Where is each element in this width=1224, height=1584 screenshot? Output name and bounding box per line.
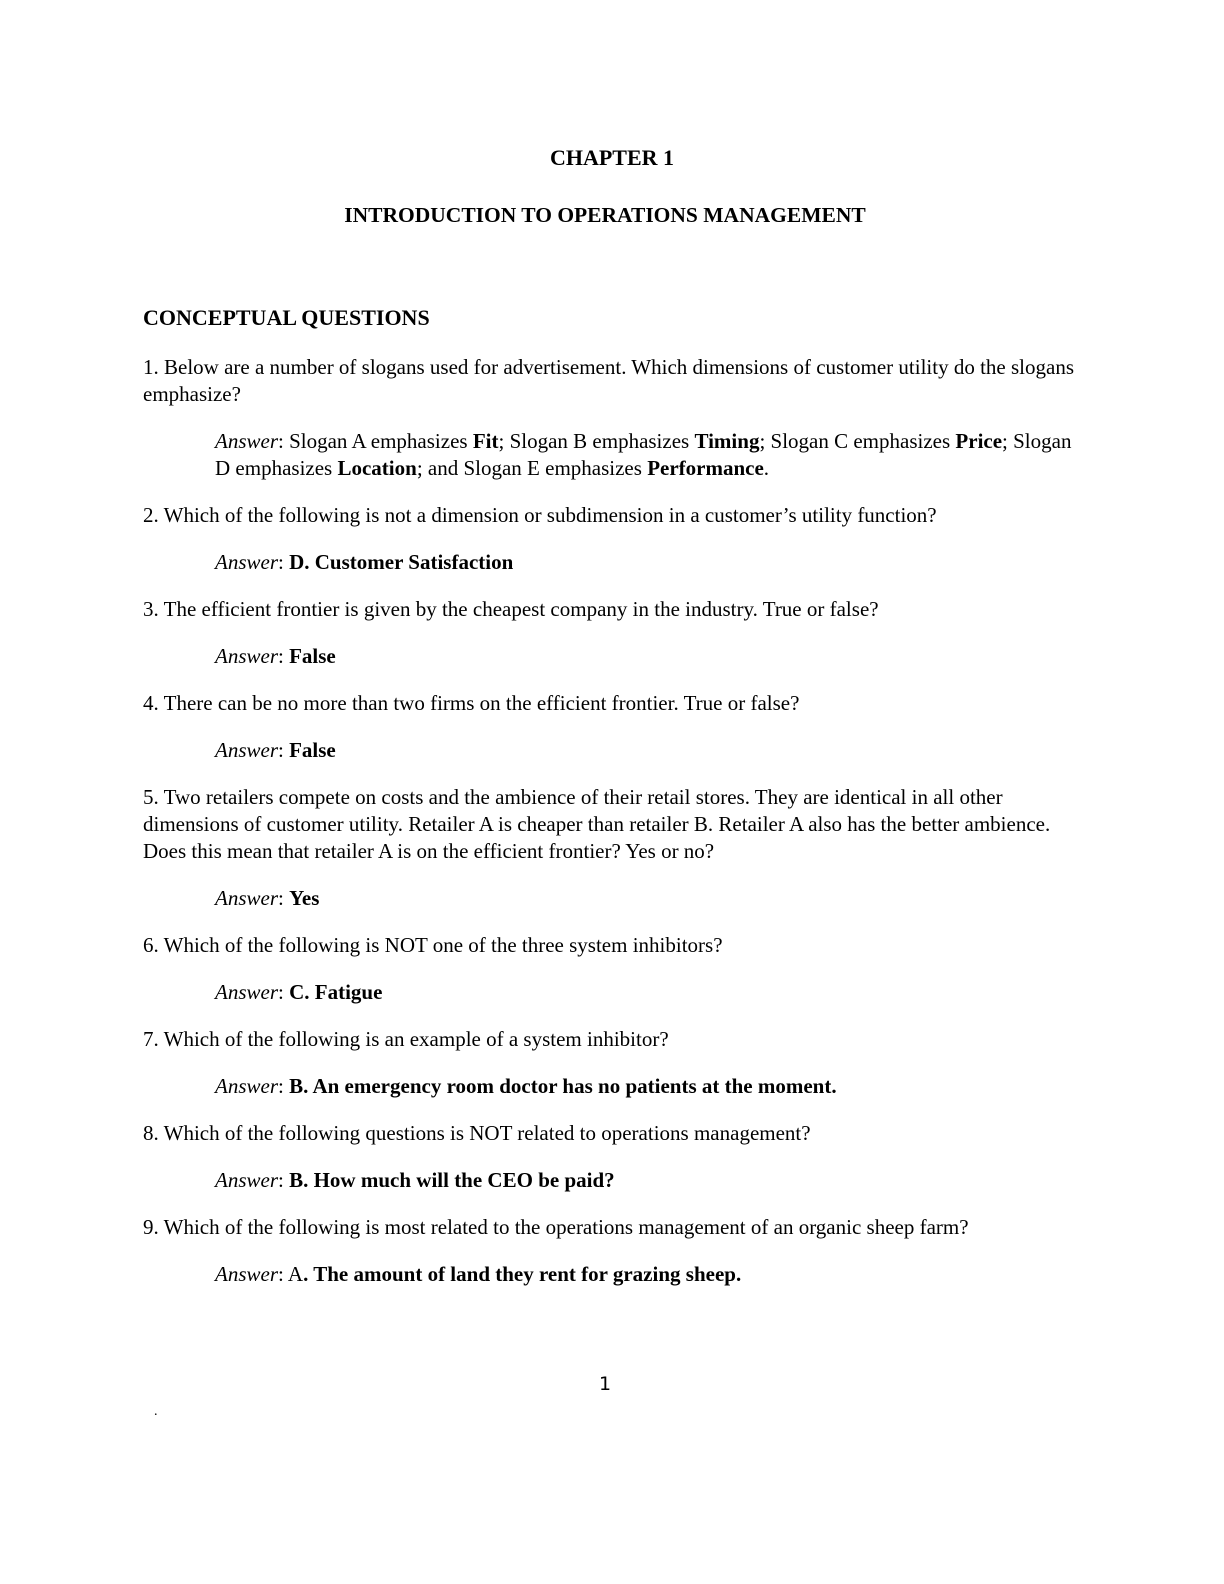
question-text: 1. Below are a number of slogans used for advertisement. Which dimensions of customer utility do the slogans emphasize? [143, 355, 1075, 406]
chapter-title: INTRODUCTION TO OPERATIONS MANAGEMENT [344, 203, 866, 227]
answer-value: C. Fatigue [289, 980, 383, 1004]
answer-text: Answer: Slogan A emphasizes Fit; Slogan B emphasizes Timing; Slogan C emphasizes Price; Slogan D emphasizes Location; and Slogan E emphasizes Performance. [215, 429, 1072, 480]
answer-value: B. How much will the CEO be paid? [289, 1168, 615, 1192]
footer-mark: . [154, 1404, 158, 1419]
answer-label: Answer [215, 1074, 278, 1098]
answer-text: Answer: B. An emergency room doctor has no patients at the moment. [215, 1074, 837, 1098]
question-text: 6. Which of the following is NOT one of the three system inhibitors? [143, 933, 723, 957]
main-content [143, 304, 1075, 1308]
answer-value: B. An emergency room doctor has no patients at the moment. [289, 1074, 837, 1098]
answer-label: Answer [215, 980, 278, 1004]
answer-label: Answer [215, 644, 278, 668]
answer-text: Answer: B. How much will the CEO be paid? [215, 1168, 615, 1192]
question-block-2 [143, 502, 1075, 576]
question-text: 4. There can be no more than two firms on the efficient frontier. True or false? [143, 691, 800, 715]
answer-label: Answer [215, 550, 278, 574]
answer-emphasis: Timing [694, 429, 760, 453]
question-block-9 [143, 1214, 1075, 1288]
question-block-1 [143, 354, 1075, 482]
question-text: 9. Which of the following is most related to the operations management of an organic sheep farm? [143, 1215, 969, 1239]
answer-value: False [289, 738, 336, 762]
answer-label: Answer [215, 429, 278, 453]
question-block-5 [143, 784, 1075, 912]
answer-value: False [289, 644, 336, 668]
chapter-heading: CHAPTER 1 [549, 145, 675, 170]
question-text: 3. The efficient frontier is given by the cheapest company in the industry. True or false? [143, 597, 879, 621]
answer-label: Answer [215, 738, 278, 762]
answer-label: Answer [215, 1262, 278, 1286]
question-text: 5. Two retailers compete on costs and the ambience of their retail stores. They are identical in all other dimensions of customer utility. Retailer A is cheaper than retailer B. Retailer A also has the better ambience. Does this mean that retailer A is on the efficient frontier? Yes or no? [143, 785, 1051, 863]
answer-value: . The amount of land they rent for grazing sheep. [303, 1262, 742, 1286]
answer-label: Answer [215, 1168, 278, 1192]
answer-text: Answer: A. The amount of land they rent for grazing sheep. [215, 1262, 742, 1286]
answer-text: Answer: D. Customer Satisfaction [215, 550, 514, 574]
answer-value: D. Customer Satisfaction [289, 550, 514, 574]
answer-text: Answer: False [215, 644, 336, 668]
answer-text: Answer: Yes [215, 886, 320, 910]
question-block-3 [143, 596, 1075, 670]
question-block-7 [143, 1026, 1075, 1100]
answer-text: Answer: C. Fatigue [215, 980, 383, 1004]
answer-emphasis: Location [337, 456, 417, 480]
answer-text: Answer: False [215, 738, 336, 762]
page-number: 1 [598, 1373, 612, 1395]
question-block-4 [143, 690, 1075, 764]
question-block-6 [143, 932, 1075, 1006]
answer-value: Yes [289, 886, 320, 910]
answer-emphasis: Performance [647, 456, 764, 480]
section-heading: CONCEPTUAL QUESTIONS [143, 305, 430, 330]
question-text: 2. Which of the following is not a dimension or subdimension in a customer’s utility function? [143, 503, 937, 527]
answer-label: Answer [215, 886, 278, 910]
question-text: 7. Which of the following is an example of a system inhibitor? [143, 1027, 669, 1051]
answer-emphasis: Price [955, 429, 1003, 453]
question-block-8 [143, 1120, 1075, 1194]
question-text: 8. Which of the following questions is NOT related to operations management? [143, 1121, 811, 1145]
answer-emphasis: Fit [472, 429, 499, 453]
